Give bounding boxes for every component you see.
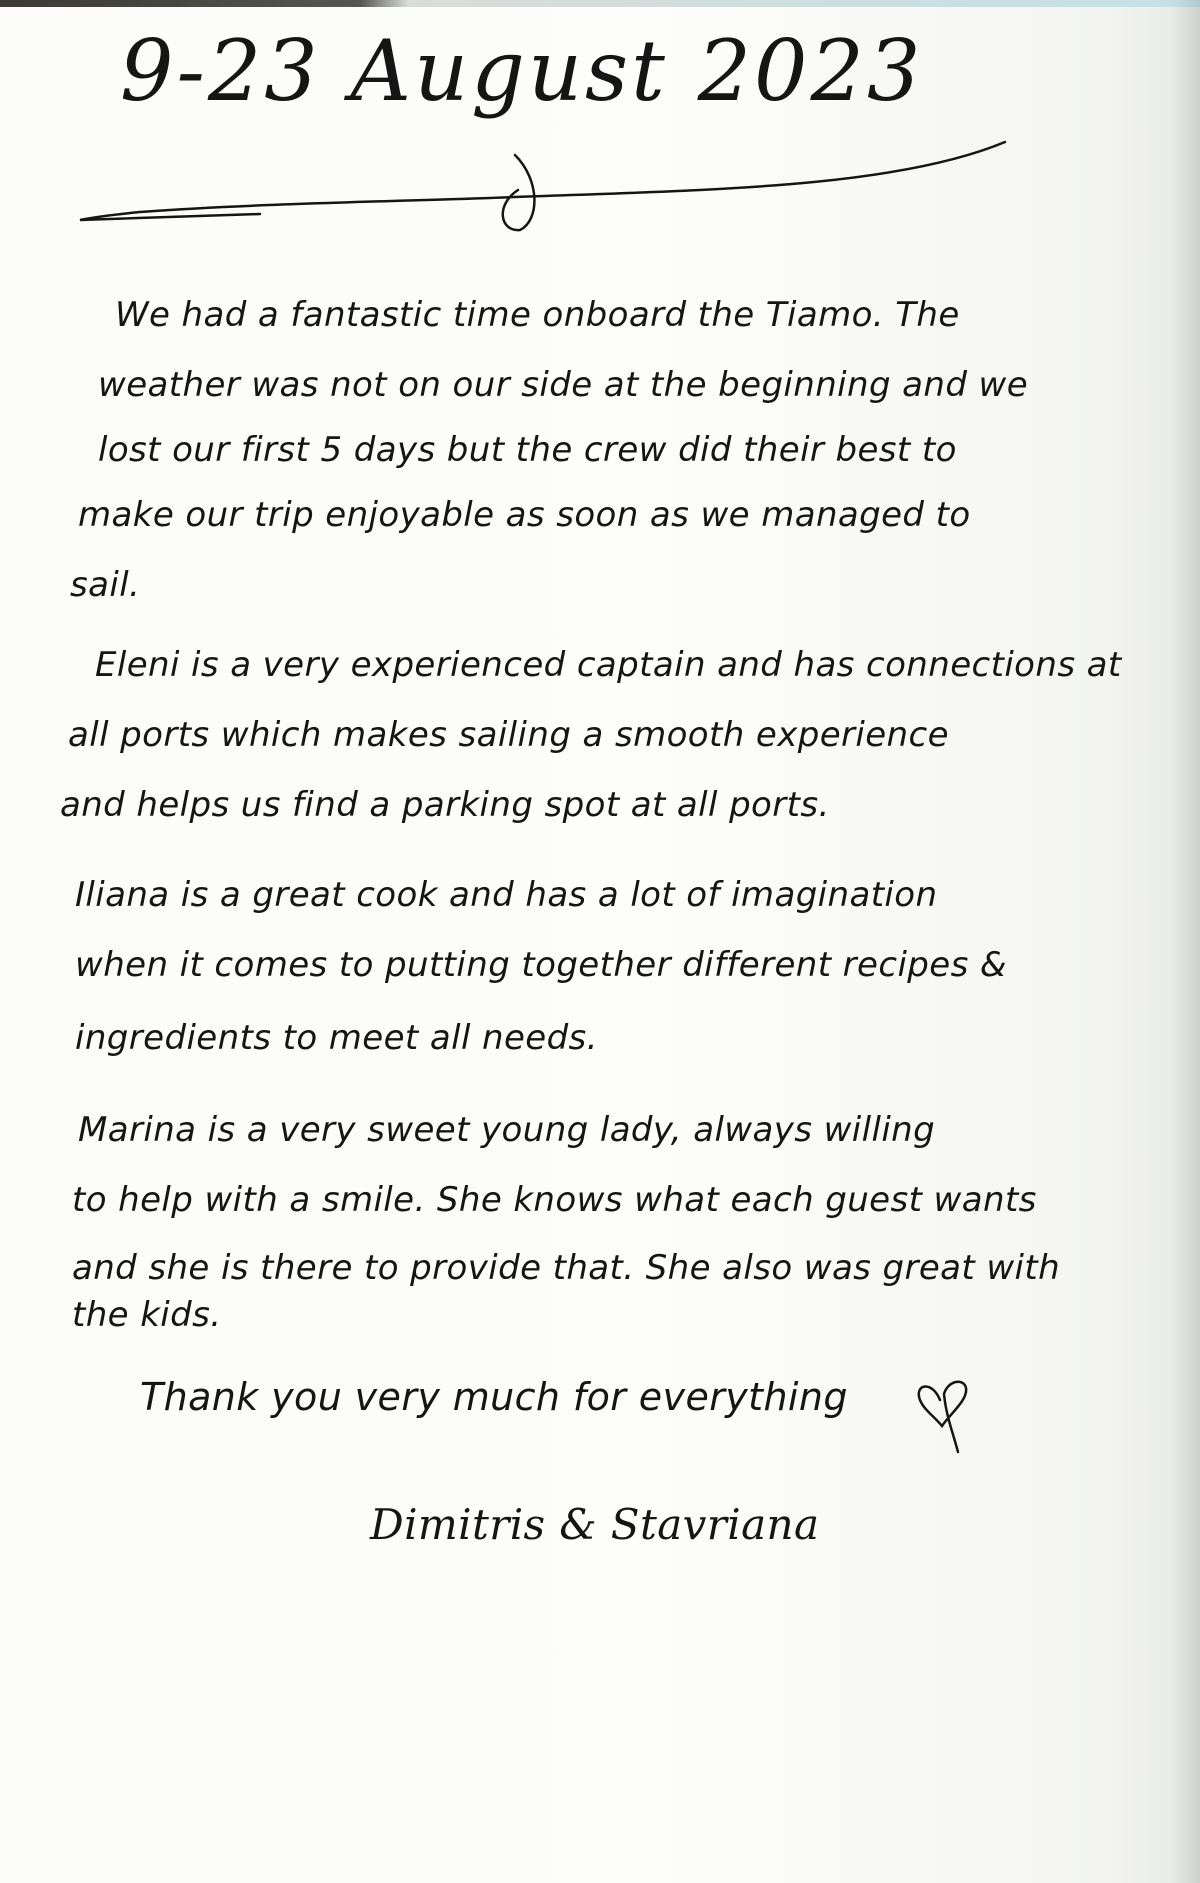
page-right-shadow [1170, 0, 1200, 1883]
heart-doodle-icon [910, 1370, 980, 1460]
letter-line: when it comes to putting together different recipes & [75, 945, 1007, 985]
closing-line: Thank you very much for everything [140, 1375, 848, 1419]
letter-line: and she is there to provide that. She also was great with [72, 1248, 1061, 1288]
page-title: 9-23 August 2023 [120, 22, 924, 120]
letter-line: We had a fantastic time onboard the Tiamo. The [115, 295, 960, 335]
letter-line: Eleni is a very experienced captain and has connections at [95, 645, 1122, 685]
letter-line: and helps us find a parking spot at all ports. [60, 785, 830, 825]
letter-line: to help with a smile. She knows what each guest wants [72, 1180, 1037, 1220]
letter-line: the kids. [72, 1295, 222, 1335]
letter-line: Marina is a very sweet young lady, always willing [78, 1110, 936, 1150]
page-top-edge [0, 0, 1200, 7]
letter-line: make our trip enjoyable as soon as we managed to [78, 495, 971, 535]
letter-line: lost our first 5 days but the crew did their best to [98, 430, 957, 470]
letter-line: weather was not on our side at the beginning and we [98, 365, 1029, 405]
letter-line: ingredients to meet all needs. [75, 1018, 598, 1058]
letter-line: Iliana is a great cook and has a lot of imagination [75, 875, 938, 915]
signature: Dimitris & Stavriana [370, 1500, 820, 1549]
title-underline-swoosh [70, 120, 1020, 250]
letter-line: sail. [70, 565, 141, 605]
letter-line: all ports which makes sailing a smooth experience [68, 715, 949, 755]
